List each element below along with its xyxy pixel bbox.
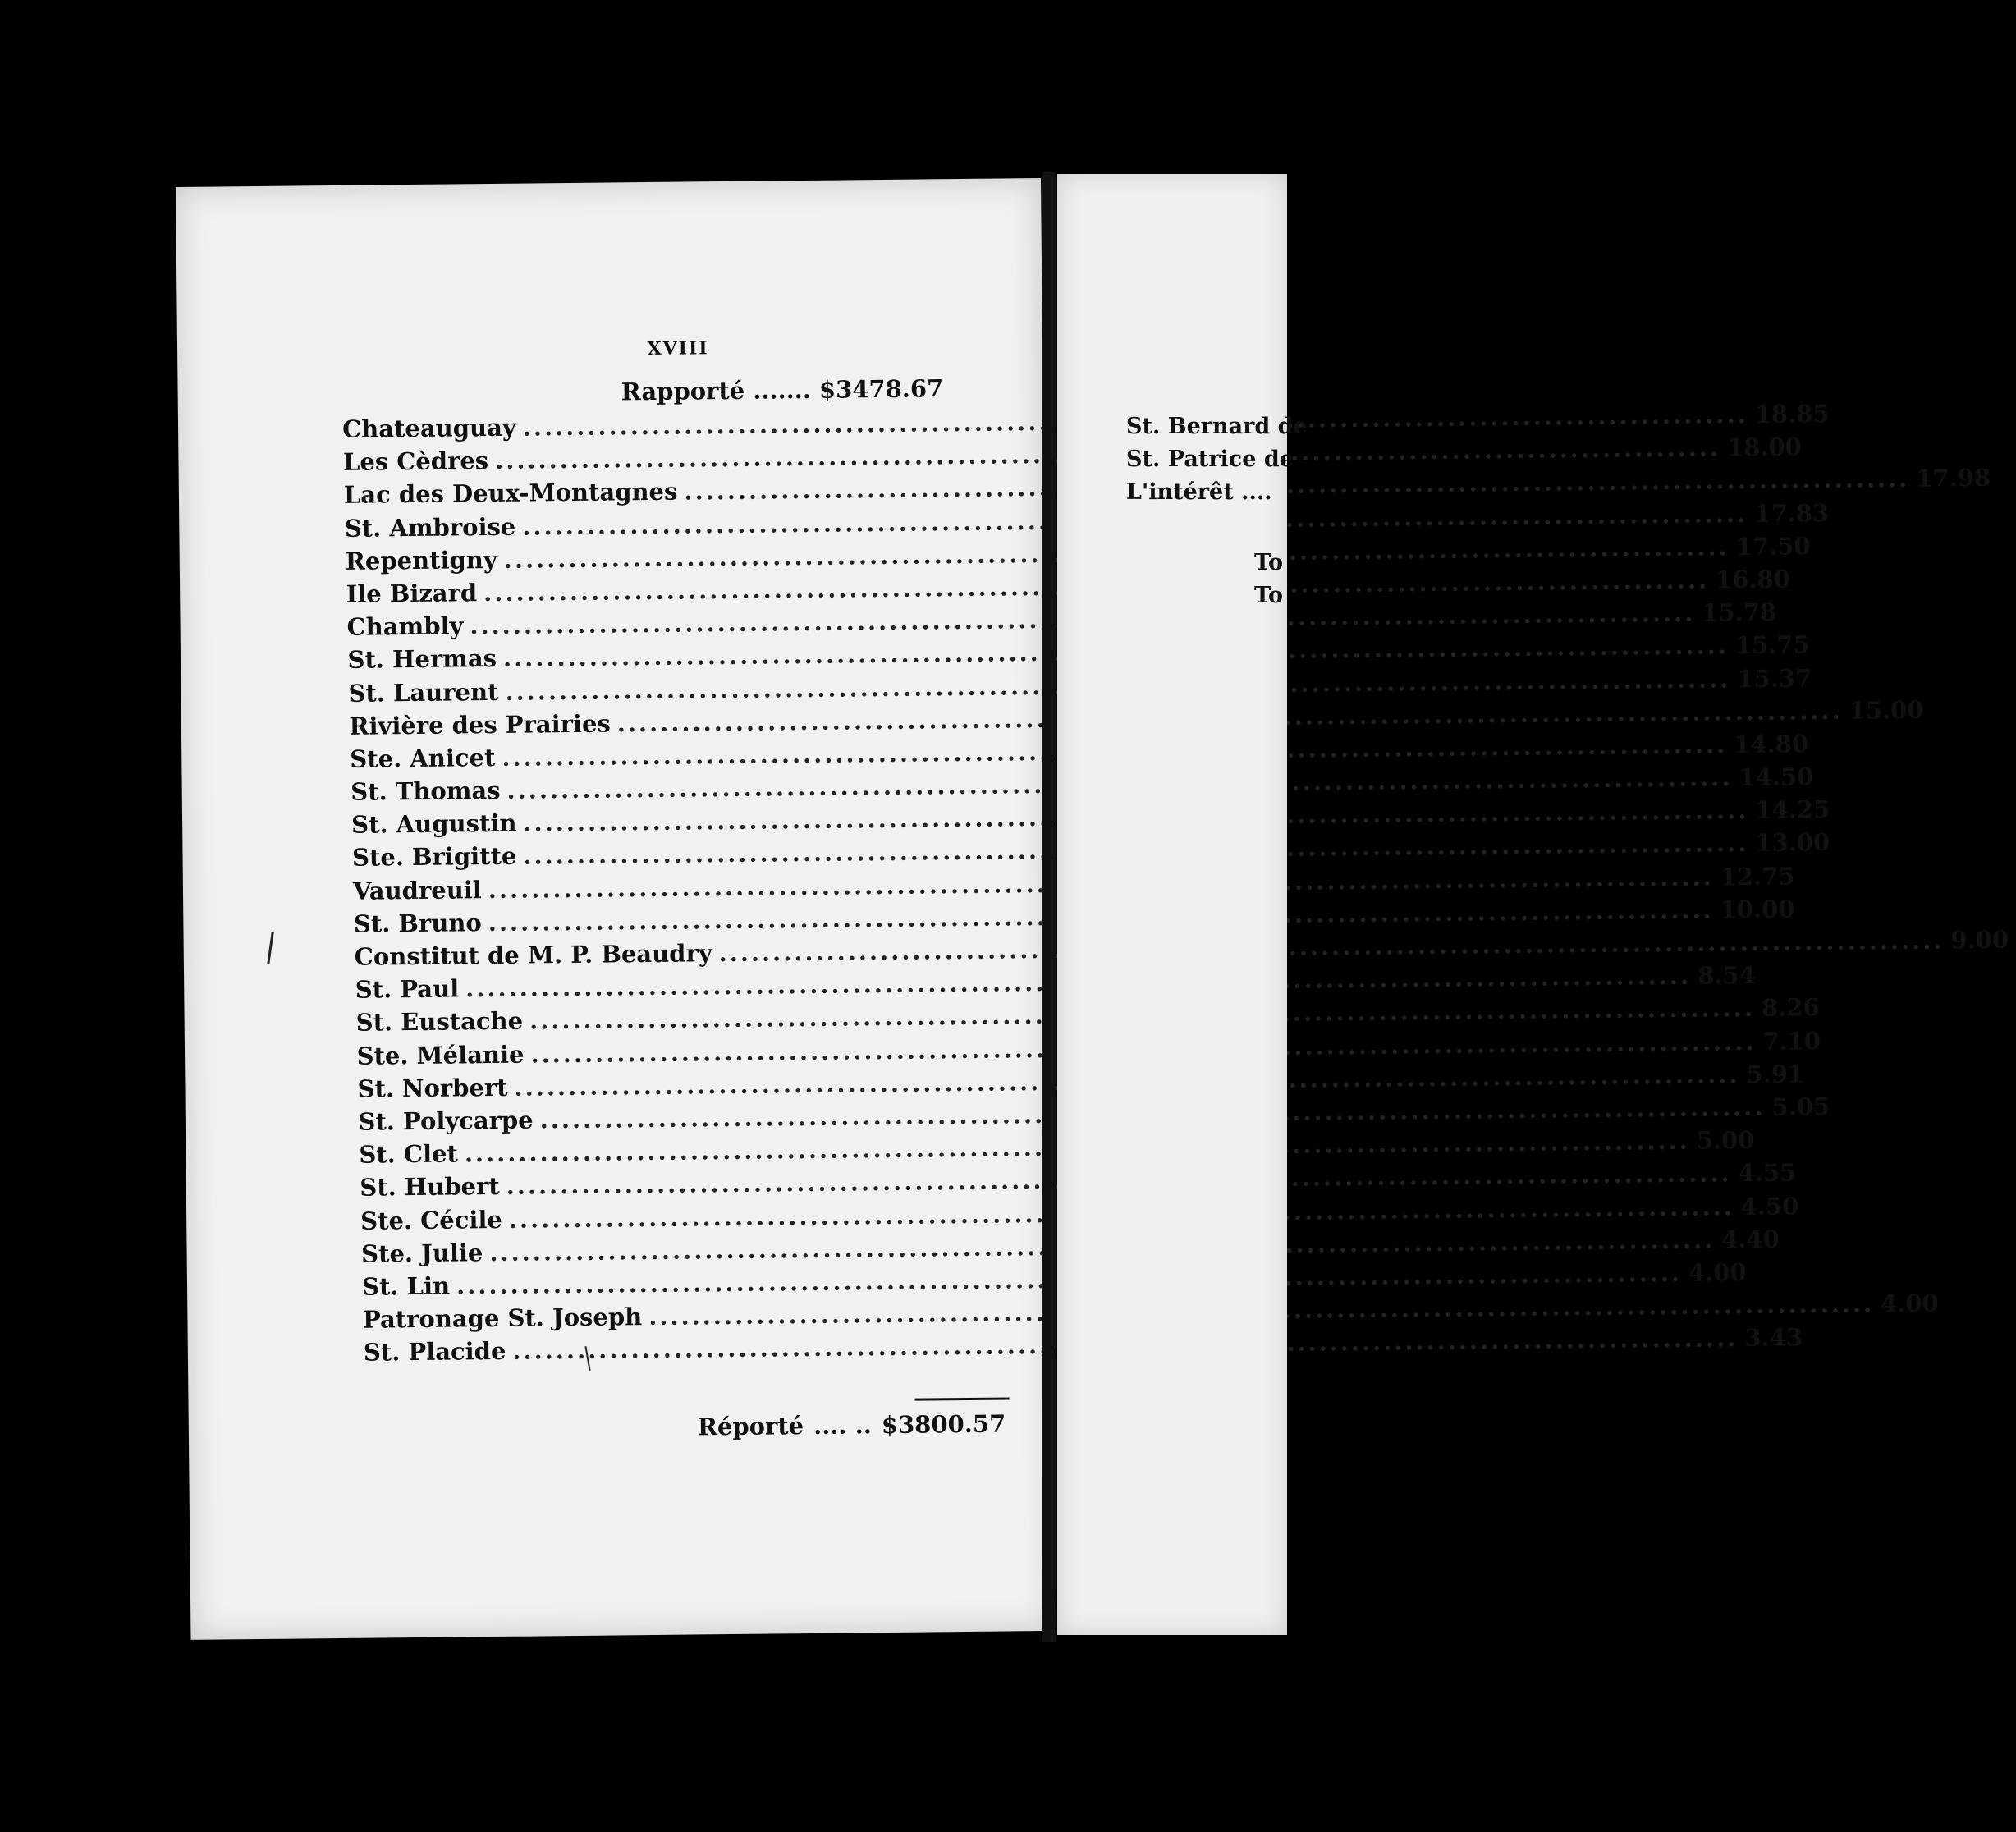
right-to-line: To (1254, 550, 1284, 575)
amount: 15.75 (1734, 630, 1810, 660)
parish-name: Les Cèdres (342, 447, 489, 477)
amount: 17.50 (1735, 531, 1811, 561)
parish-name: Ste. Cécile (360, 1205, 503, 1235)
parish-name: Ste. Mélanie (356, 1040, 525, 1070)
amount: 18.00 (1726, 433, 1803, 462)
amount: 9.00 (1950, 925, 2009, 955)
parish-name: St. Ambroise (344, 512, 516, 543)
parish-name: St. Paul (355, 974, 460, 1004)
total-amount: $3800.57 (881, 1409, 1006, 1440)
parish-name: St. Lin (361, 1271, 451, 1301)
carried-forward-dots: ....... (753, 375, 812, 405)
amount: 4.50 (1740, 1191, 1799, 1221)
amount: 5.00 (1696, 1126, 1755, 1155)
amount: 17.98 (1916, 464, 1991, 493)
amount: 14.25 (1755, 795, 1830, 825)
amount: 4.00 (1688, 1257, 1747, 1287)
amount: 4.40 (1721, 1225, 1780, 1254)
carried-forward-label: Rapporté (621, 376, 745, 406)
amount: 15.37 (1737, 663, 1812, 693)
parish-name: St. Clet (359, 1139, 459, 1169)
amount: 7.10 (1762, 1026, 1821, 1056)
amount: 4.55 (1738, 1158, 1797, 1188)
parish-name: St. Hubert (360, 1172, 500, 1202)
total-rule (915, 1397, 1010, 1400)
right-to-line: To (1254, 583, 1284, 608)
parish-name: Rivière des Prairies (349, 709, 611, 740)
amount: 15.78 (1702, 598, 1777, 627)
parish-name: St. Placide (363, 1337, 506, 1367)
amount: 4.00 (1880, 1289, 1939, 1318)
parish-name: Ile Bizard (346, 579, 478, 608)
parish-name: Repentigny (345, 545, 497, 575)
amount: 16.80 (1715, 565, 1791, 594)
amount: 15.00 (1849, 695, 1924, 725)
book-gutter (1042, 172, 1056, 1642)
amount: 14.80 (1734, 730, 1809, 759)
ledger-row (363, 1323, 1803, 1372)
parish-name: St. Hermas (347, 644, 497, 675)
amount: 14.50 (1739, 763, 1814, 792)
parish-name: St. Polycarpe (358, 1106, 534, 1136)
parish-name: Ste. Anicet (350, 743, 496, 773)
amount: 8.26 (1761, 993, 1820, 1023)
amount: 17.83 (1753, 498, 1830, 528)
amount: 8.54 (1697, 961, 1756, 990)
parish-name: St. Eustache (355, 1007, 524, 1037)
right-line: L'intérêt .... (1126, 479, 1272, 505)
parish-name: Vaudreuil (352, 875, 483, 905)
right-line: St. Bernard de (1126, 414, 1308, 439)
parish-name: St. Bruno (353, 908, 482, 938)
amount: 18.85 (1754, 399, 1830, 428)
total-label: Réporté (697, 1412, 804, 1441)
amount: 12.75 (1720, 862, 1795, 891)
parish-name: St. Augustin (351, 808, 517, 840)
total-dots: .... .. (813, 1411, 873, 1440)
amount: 5.91 (1746, 1060, 1805, 1088)
parish-name: Patronage St. Joseph (362, 1303, 643, 1334)
parish-name: Chambly (346, 611, 464, 641)
carried-forward-row (621, 374, 943, 405)
page-number: XVIII (647, 337, 709, 360)
amount: 13.00 (1755, 828, 1830, 858)
parish-name: Ste. Julie (360, 1238, 483, 1268)
right-line: St. Patrice de (1126, 447, 1294, 472)
total-row (698, 1409, 1006, 1440)
right-page (1057, 174, 1308, 1635)
right-page-lines (1126, 414, 1308, 512)
parish-name: St. Laurent (348, 677, 499, 708)
carried-forward-amount: $3478.67 (818, 374, 944, 404)
parish-name: Chateauguay (341, 413, 516, 443)
parish-name: Ste. Brigitte (351, 842, 517, 872)
parish-name: St. Thomas (351, 776, 501, 806)
parish-name: Constitut de M. P. Beaudry (354, 939, 712, 971)
parish-name: St. Norbert (357, 1073, 508, 1103)
amount: 3.43 (1744, 1323, 1803, 1353)
amount: 10.00 (1720, 895, 1795, 924)
amount: 5.05 (1771, 1092, 1830, 1121)
parish-name: Lac des Deux-Montagnes (343, 477, 678, 510)
